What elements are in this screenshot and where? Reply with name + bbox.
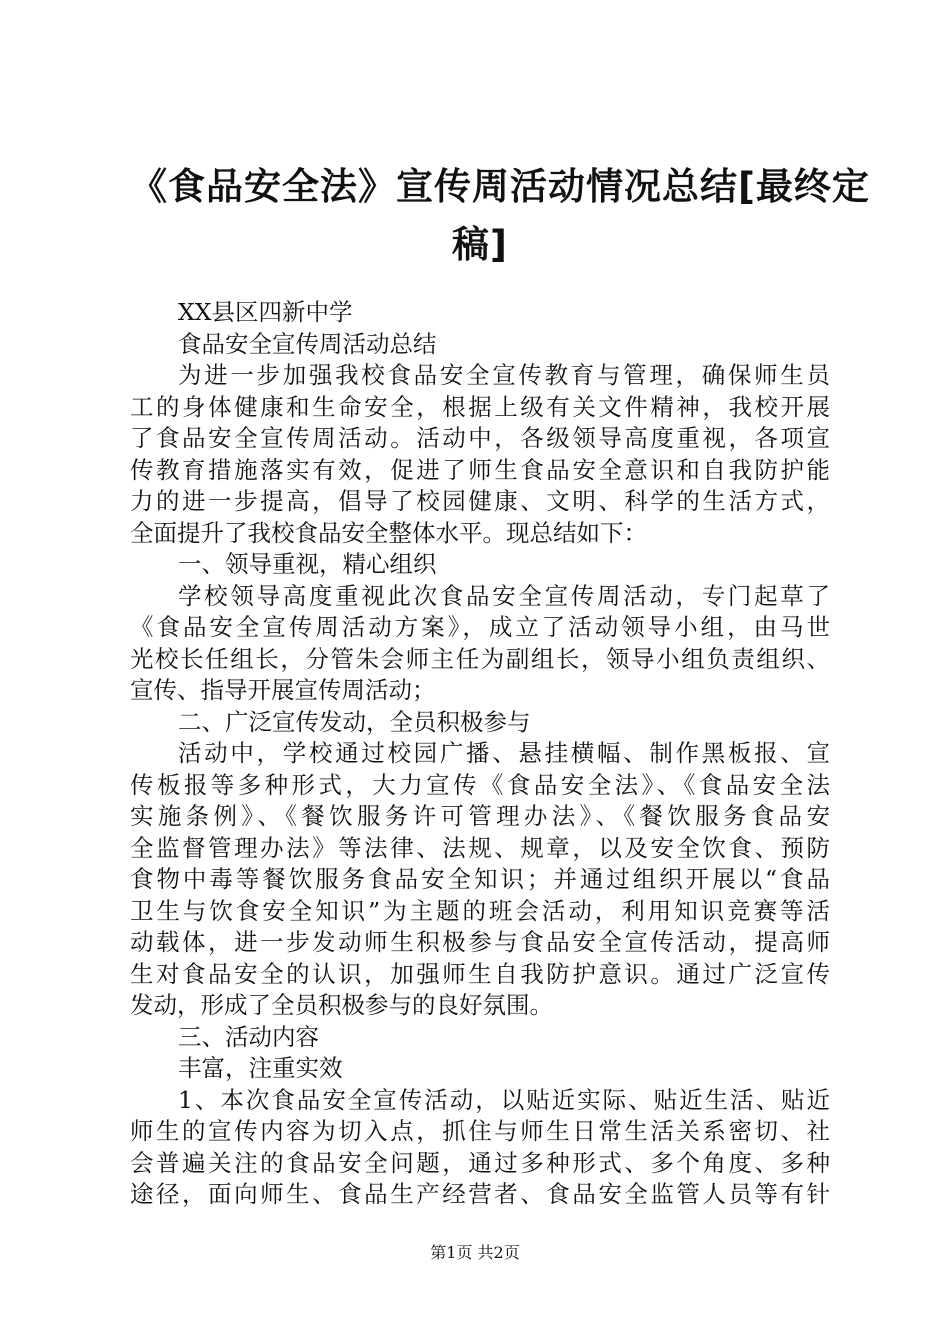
paragraph-line: 卫生与饮食安全知识”为主题的班会活动，利用知识竞赛等活 <box>130 896 830 925</box>
document-title <box>130 158 870 274</box>
document-subtitle: 食品安全宣传周活动总结 <box>178 329 437 358</box>
section-heading: 三、活动内容 <box>178 1022 319 1051</box>
title-line-1: 《食品安全法》宣传周活动情况总结[最终定 <box>130 165 870 208</box>
paragraph-line: 全面提升了我校食品安全整体水平。现总结如下： <box>130 518 647 547</box>
paragraph-line: 实施条例》、《餐饮服务许可管理办法》、《餐饮服务食品安 <box>130 802 830 830</box>
paragraph-line: 《食品安全宣传周活动方案》，成立了活动领导小组，由马世 <box>130 613 830 641</box>
title-line-2: 稿] <box>452 223 508 266</box>
section-heading-continued: 丰富，注重实效 <box>178 1054 343 1082</box>
paragraph-line: 食物中毒等餐饮服务食品安全知识；并通过组织开展以“食品 <box>130 865 830 893</box>
paragraph-line: 为进一步加强我校食品安全宣传教育与管理，确保师生员 <box>178 361 830 389</box>
paragraph-line: 活动中，学校通过校园广播、悬挂横幅、制作黑板报、宣 <box>178 739 830 767</box>
paragraph-line: 宣传、指导开展宣传周活动； <box>130 676 436 704</box>
paragraph-line: 了食品安全宣传周活动。活动中，各级领导高度重视，各项宣 <box>130 424 830 452</box>
paragraph-line: 1、本次食品安全宣传活动，以贴近实际、贴近生活、贴近 <box>178 1085 830 1114</box>
paragraph-line: 全监督管理办法》等法律、法规、规章，以及安全饮食、预防 <box>130 833 830 862</box>
paragraph-line: 动载体，进一步发动师生积极参与食品安全宣传活动，提高师 <box>130 928 830 956</box>
paragraph-line: 师生的宣传内容为切入点，抓住与师生日常生活关系密切、社 <box>130 1117 830 1145</box>
page-footer <box>0 1243 950 1263</box>
paragraph-line: 力的进一步提高，倡导了校园健康、文明、科学的生活方式， <box>130 487 830 515</box>
school-name: XX县区四新中学 <box>178 298 353 326</box>
section-heading: 一、领导重视，精心组织 <box>178 550 437 578</box>
paragraph-line: 传教育措施落实有效，促进了师生食品安全意识和自我防护能 <box>130 455 830 484</box>
paragraph-line: 生对食品安全的认识，加强师生自我防护意识。通过广泛宣传 <box>130 959 830 988</box>
paragraph-line: 学校领导高度重视此次食品安全宣传周活动，专门起草了 <box>178 581 830 610</box>
paragraph-line: 会普遍关注的食品安全问题，通过多种形式、多个角度、多种 <box>130 1148 830 1177</box>
paragraph-line: 光校长任组长，分管朱会师主任为副组长，领导小组负责组织、 <box>130 644 830 673</box>
page-number: 第1页 共2页 <box>430 1243 520 1262</box>
document-body <box>130 297 830 1211</box>
section-heading: 二、广泛宣传发动，全员积极参与 <box>178 707 531 736</box>
paragraph-line: 发动，形成了全员积极参与的良好氛围。 <box>130 991 553 1019</box>
paragraph-line: 途径，面向师生、食品生产经营者、食品安全监管人员等有针 <box>130 1180 830 1208</box>
paragraph-line: 工的身体健康和生命安全，根据上级有关文件精神，我校开展 <box>130 392 830 421</box>
paragraph-line: 传板报等多种形式，大力宣传《食品安全法》、《食品安全法 <box>130 770 830 799</box>
